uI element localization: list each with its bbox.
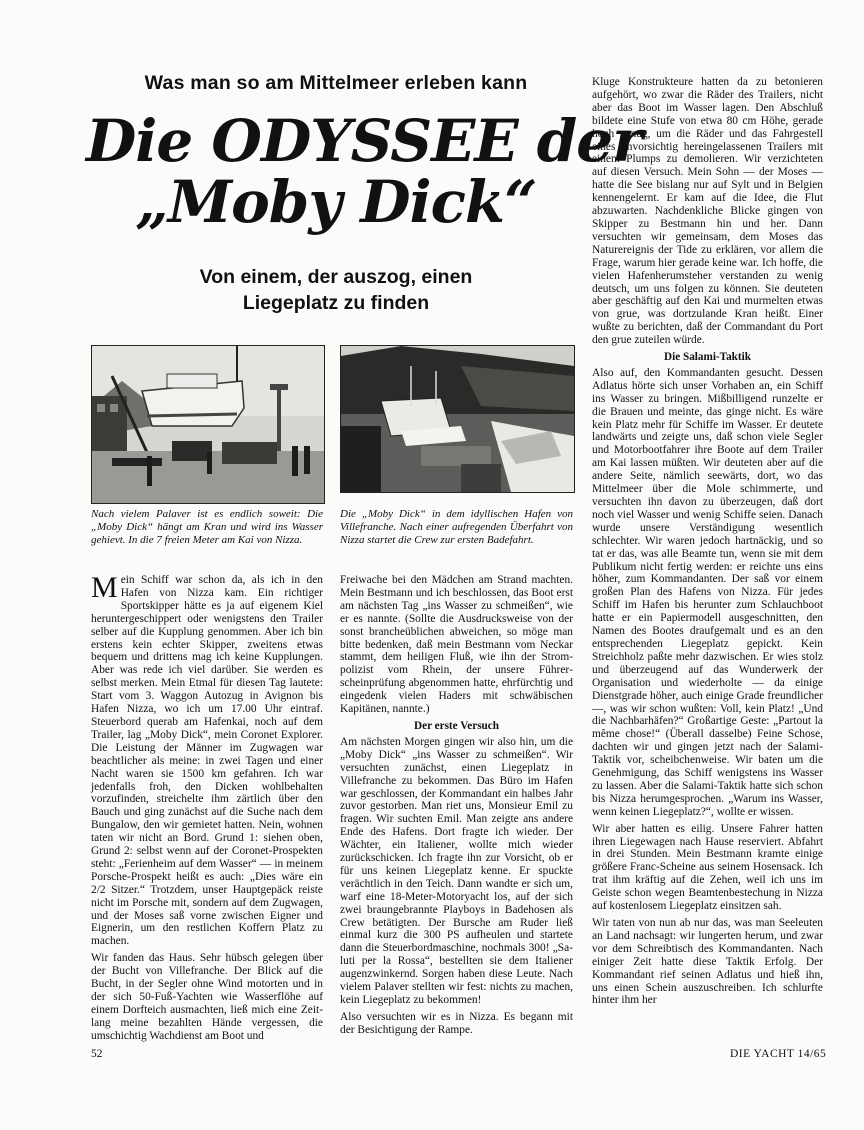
- paragraph: [91, 571, 323, 948]
- paragraph: Also versuchten wir es in Nizza. Es begann mit der Besichtigung der Rampe.: [340, 1010, 573, 1036]
- subtitle-line-1: Von einem, der auszog, einen: [199, 266, 473, 288]
- title-line-1: Die ODYSSEE der: [86, 107, 642, 175]
- paragraph: Wir taten von nun ab nur das, was man Seeleuten an Land nachsagt: wir lungerten herum, und zwar vor dem Schreibtisch des Kommandanten. Nach einiger Zeit hatte diese Taktik Erfolg. Der Kommandant rief seinen Adlatus und hieß ihn, uns einen Schein auszuschreiben. Ich schlurfte hinter ihm her: [592, 917, 823, 1007]
- paragraph-text: ein Schiff war schon da, als ich in den Hafen von Nizza kam. Ein richtiger Sportskipper hätte es ja auf eigenem Kiel heruntergeschippert oder wenigstens den Trailer selber auf die Kupplung genommen. Aber ich bin erstens kein echter Skipper, zweitens etwas bequem und drittens mag ich keine Kupplungen. Aber was rede ich viel darüber. Sie werden es selbst merken. Mein Etmal für diesen Tag lautete: Start vom 3. Waggon Autozug in Avignon bis Hafen Nizza, wo ich um 17.00 Uhr eintraf. Steuerbord querab am Hafenkai, noch auf dem Trailer, lag „Moby Dick“, mein Coronet Explorer. Die Leistung der Männer im Zugwagen war beachtlicher als meine: in zwei Tagen und einer Nacht waren sie 1500 km gefahren. Ich war jedenfalls froh, den Dicken wohlbehalten vorzufinden, streichelte ihm zärtlich über den Bauch und ging zunächst auf die Suche nach dem Bungalow, den wir gemietet hatten. Nein, wohnen taten wir nicht an Bord. Grund 1: siehen oben, Grund 2: selbst wenn auf der Coronet-Prospekten steht: „Ferienheim auf dem Wasser“ — in meinem Porsche-Prospekt heißt es auch: „Dies wäre ein 2/2 Sitzer.“ Trotzdem, unser Hauptgepäck reiste nicht im Porsche mit, sondern auf dem Zugwagen, und der Moses saß vorne zwischen Eigner und Eignerin, um den restlichen Koffern Platz zu machen.: [91, 574, 323, 948]
- subtitle-line-2: Liegeplatz zu finden: [242, 292, 430, 314]
- paragraph: Am nächsten Morgen gingen wir also hin, um die „Moby Dick“ „ins Wasser zu schmeißen“. Wir versuchten zunächst, einen Liegeplatz in Villefranche zu bekommen. Das Büro im Hafen war geschlossen, der Kommandant ein halbes Jahr zuvor gestorben. Man riet uns, Monsieur Emil zu fragen. Wir suchten Emil. Man zeigte ans andere Ende des Hafens. Dort fragte ich wieder. Der Wächter, ein Italiener, wollte mich wieder zurückschicken. Ich fragte ihn zur Vorsicht, ob er für uns keinen Liegeplatz kenne. Er spuckte verächtlich in den Teich. Dann wandte er sich um, warf eine 18-Meter-Motoryacht los, auf der sich zwei braungebrannte Playboys in Badehosen als Crew betätigten. Der Bursche am Ruder ließ einmal kurz die 300 PS aufheulen und startete dann die Steuerbordmaschine, nochmals 300! „Saluti per la Rossa“, bestellten sie dem Italiener augenzwinkernd. Sorgen haben diese Leute. Nach vielem Palaver stellten wir fest: nichts zu machen, kein Liegeplatz zu bekommen!: [340, 735, 573, 1006]
- photo-villefranche-harbour: [340, 345, 575, 493]
- title-line-2: „Moby Dick“: [135, 168, 537, 236]
- article-column-3: [592, 76, 823, 1011]
- photo-crane-nizza: [91, 345, 325, 504]
- paragraph: Kluge Konstrukteure hatten da zu betonieren aufgehört, wo zwar die Räder des Trailers, nicht aber das Boot im Wasser lagen. Den Abschluß bildete eine Stufe von etwa 80 cm Höhe, gerade hoch genug, um die Räder und das Fahrgestell eines unvorsichtig hereingelassenen Trailers mit einem Plumps zu demolieren. Wir verzichteten auf diesen Versuch. Mein Sohn — der Moses — hatte die See bislang nur auf Sylt und in Belgien kennengelernt. Er kam auf die Idee, die Flut abzuwarten. Nachdenkliche Blicke gingen von Skipper zu Bestmann hin und her. Dann versuchten wir gemeinsam, dem Moses das Naturereignis der Tide zu erklären, vor allem die Frage, warum hier gerade keine war. Ich hoffe, die vielen Hafenherumsteher verstanden zu wenig deutsch, um uns folgen zu können. Sie deuteten aber geschäftig auf den Kai und murmelten etwas von grue, was dortzulande Kran heißt. Einer wußte zu berichten, daß der Commandant du Port den grue zuteilen würde.: [592, 76, 823, 347]
- page-number: 52: [91, 1048, 103, 1060]
- paragraph: Wir fanden das Haus. Sehr hübsch gelegen über der Bucht von Villefranche. Der Blick auf die Bucht, in der Segler ohne Wind motorten und in der sich 50-Fuß-Yachten wie Wasserflöhe auf einem Dorfteich ausmachten, ließ mich eine Zeitlang meine bezahlten Hände vergessen, die umschichtig Wachdienst am Boot und: [91, 952, 323, 1042]
- photo-caption-1: Nach vielem Palaver ist es endlich soweit: Die „Moby Dick“ hängt am Kran und wird ins Wasser gehievt. In die 7 freien Meter am Kai von Nizza.: [91, 508, 323, 546]
- paragraph: Wir aber hatten es eilig. Unsere Fahrer hatten ihren Liegewagen nach Hause reserviert. Abfahrt in drei Stunden. Mein Bestmann kramte einige größere Franc-Scheine aus seinem Hosensack. Ich trat ihm kräftig auf die Zehen, weil ich uns im Geiste schon wegen Beamtenbestechung in Nizza auf kostenlosem Liegeplatz einsitzen sah.: [592, 822, 823, 913]
- article-column-1: [91, 571, 323, 1047]
- section-heading: Der erste Versuch: [414, 719, 499, 732]
- kicker-headline: Was man so am Mittelmeer erleben kann: [144, 72, 528, 94]
- subtitle: [120, 264, 552, 316]
- paragraph: Freiwache bei den Mädchen am Strand machten. Mein Bestmann und ich beschlossen, das Boot erst am nächsten Tag „ins Wasser zu schmeißen“, wie er es nannte. (Sollte die Ausdrucksweise von der sonst brancheüblichen abweichen, so möge man bitte bedenken, daß mein Bestmann vom Neckar stammt, dem heiligen Fluß, wie ihn der Strompolizist vom Rhein, der unsere Führerscheinprüfung abgenommen hatte, ehrfürchtig und eingedenk vielen Haders mit schwäbischen Kapitänen, nannte.): [340, 574, 573, 716]
- magazine-issue: DIE YACHT 14/65: [730, 1048, 827, 1060]
- paragraph: Also auf, den Kommandanten gesucht. Dessen Adlatus hörte sich unser Vorhaben an, ein Schiff ins Wasser zu bringen. Mißbilligend runzelte er die Brauen und meinte, das ginge nicht. Es wäre kein Platz mehr für Schiffe im Wasser. Er deutete landwärts und zeigte uns, daß schon viele Segler und Motorbootfahrer ihre Boote auf dem Trailer am Kai lassen müßten. Wir deuteten aber auf die andere Seite, nämlich seewärts, dort, wo das Mittelmeer über die Mole schimmerte, und versuchten ihn davon zu überzeugen, daß dort noch viel Wasser und wenig Schiffe seien. Danach wurde unsere Verständigung wesentlich schlechter. Wir waren jedoch hartnäckig, und so tat er das, was alle Beamte tun, wenn sie mit dem Publikum nicht fertig werden: er reichte uns eins höher, zum Kommandanten. Der saß vor einem großen Plan des Hafens von Nizza. Für jedes Schiff im Hafen bis herunter zum Schlauchboot hatte er ein Papiermodell ausgeschnitten, den Namen des Bootes draufgemalt und es an den entsprechenden Liegeplatz gepickt. Kein Streichholz paßte mehr dazwischen. Er wies stolz und überzeugend auf das Wunderwerk der Organisation und wiederholte — da einige Dienstgrade höher, auch einige Grade freundlicher —, was wir schon wußten: Voll, kein Platz! „Und die Nachbarhäfen?“ Großartige Geste: „Partout la même chose!“ (Überall dasselbe) Feine Schose, dachten wir und gingen jetzt nach der Salami-Taktik vor, scheibchenweise. Wir baten um die Genehmigung, das Schiff wenigstens ins Wasser zu lassen. Aber die Salami-Taktik hatte sich schon bis Nizza herumgesprochen. „Warum ins Wasser, wenn keinen Liegeplatz?“, wollte er wissen.: [592, 366, 823, 818]
- section-heading: Die Salami-Taktik: [664, 351, 751, 364]
- article-column-2: [340, 574, 573, 1041]
- photo-caption-2: Die „Moby Dick“ in dem idyllischen Hafen von Villefranche. Nach einer aufregenden Überfahrt von Nizza startet die Crew zur ersten Badefahrt.: [340, 508, 573, 546]
- drop-cap: M: [91, 571, 118, 604]
